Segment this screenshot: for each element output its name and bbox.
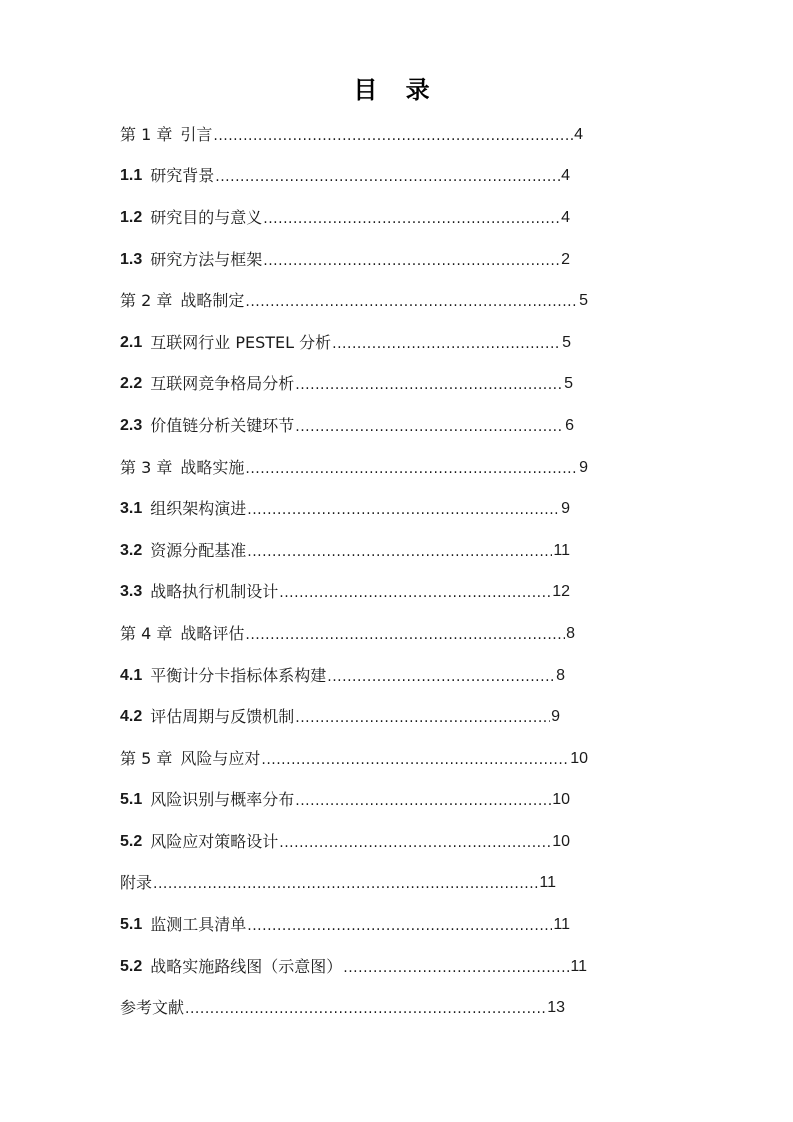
toc-entry[interactable] xyxy=(120,447,588,489)
toc-entry-label: 参考文献 xyxy=(120,998,185,1018)
toc-entry-label: 风险与应对 xyxy=(180,748,261,768)
toc-entry-label: 监测工具清单 xyxy=(150,915,247,935)
toc-entry-label: 附录 xyxy=(120,873,153,893)
toc-entry[interactable] xyxy=(120,114,583,156)
toc-entry-number: 3.3 xyxy=(120,583,143,601)
dot-leader xyxy=(295,791,551,811)
dot-leader xyxy=(295,708,550,728)
toc-entry[interactable] xyxy=(120,239,570,281)
toc-entry[interactable] xyxy=(120,405,574,447)
dot-leader xyxy=(247,916,552,936)
toc-entry-label: 战略实施 xyxy=(180,457,245,477)
toc-entry-page: 6 xyxy=(565,416,574,434)
dot-leader xyxy=(279,833,551,853)
dot-leader xyxy=(261,750,569,770)
toc-entry-label: 平衡计分卡指标体系构建 xyxy=(150,665,327,685)
toc-entry-number: 5.1 xyxy=(120,791,143,809)
dot-leader xyxy=(343,958,569,978)
toc-entry-number: 第 1 章 xyxy=(120,124,173,144)
toc-entry-page: 9 xyxy=(561,500,570,518)
toc-entry-page: 13 xyxy=(547,999,565,1017)
toc-entry-label: 战略制定 xyxy=(180,291,245,311)
toc-entry-label: 战略评估 xyxy=(180,623,245,643)
toc-entry-label: 风险识别与概率分布 xyxy=(150,790,295,810)
toc-entry-label: 研究背景 xyxy=(150,166,215,186)
table-of-contents xyxy=(120,114,600,1029)
toc-entry[interactable] xyxy=(120,364,573,406)
toc-entry-number: 1.1 xyxy=(120,167,143,185)
toc-entry-page: 11 xyxy=(539,874,556,892)
toc-entry-number: 1.3 xyxy=(120,250,143,268)
toc-entry-page: 8 xyxy=(566,624,575,642)
toc-entry-number: 1.2 xyxy=(120,208,143,226)
toc-entry-number: 5.2 xyxy=(120,832,143,850)
toc-entry-number: 5.1 xyxy=(120,916,143,934)
toc-entry[interactable] xyxy=(120,987,565,1029)
toc-entry-label: 组织架构演进 xyxy=(150,499,247,519)
toc-entry[interactable] xyxy=(120,572,570,614)
toc-entry[interactable] xyxy=(120,821,570,863)
toc-entry[interactable] xyxy=(120,613,575,655)
dot-leader xyxy=(153,874,538,894)
toc-entry-label: 战略执行机制设计 xyxy=(150,582,279,602)
toc-entry-number: 2.1 xyxy=(120,333,143,351)
dot-leader xyxy=(263,209,560,229)
toc-entry-page: 8 xyxy=(556,666,565,684)
dot-leader xyxy=(247,500,560,520)
toc-entry-label: 研究目的与意义 xyxy=(150,207,263,227)
toc-entry-page: 9 xyxy=(551,708,560,726)
toc-entry-label: 价值链分析关键环节 xyxy=(150,415,295,435)
dot-leader xyxy=(245,625,565,645)
toc-entry[interactable] xyxy=(120,655,565,697)
toc-entry-page: 9 xyxy=(579,458,588,476)
toc-entry-page: 10 xyxy=(552,832,570,850)
dot-leader xyxy=(279,583,551,603)
toc-entry-number: 第 4 章 xyxy=(120,623,173,643)
toc-entry-label: 风险应对策略设计 xyxy=(150,831,279,851)
dot-leader xyxy=(327,667,555,687)
toc-entry[interactable] xyxy=(120,156,570,198)
toc-entry-number: 2.2 xyxy=(120,375,143,393)
toc-entry-label: 研究方法与框架 xyxy=(150,249,263,269)
toc-entry-number: 2.3 xyxy=(120,416,143,434)
toc-entry[interactable] xyxy=(120,780,570,822)
toc-entry-page: 4 xyxy=(561,208,570,226)
toc-entry-page: 11 xyxy=(570,957,587,975)
toc-entry-page: 12 xyxy=(552,583,570,601)
toc-entry-label: 互联网行业 PESTEL 分析 xyxy=(150,332,332,352)
toc-entry-page: 5 xyxy=(564,375,573,393)
dot-leader xyxy=(185,999,546,1019)
dot-leader xyxy=(247,542,552,562)
toc-entry[interactable] xyxy=(120,904,570,946)
toc-entry-label: 引言 xyxy=(180,124,213,144)
dot-leader xyxy=(295,375,563,395)
toc-entry-number: 4.2 xyxy=(120,708,143,726)
toc-entry-label: 互联网竞争格局分析 xyxy=(150,374,295,394)
toc-entry[interactable] xyxy=(120,946,587,988)
toc-title: 目 录 xyxy=(353,76,440,104)
dot-leader xyxy=(213,126,573,146)
toc-entry[interactable] xyxy=(120,280,588,322)
dot-leader xyxy=(295,417,564,437)
dot-leader xyxy=(332,334,561,354)
toc-entry[interactable] xyxy=(120,197,570,239)
toc-entry-page: 11 xyxy=(553,541,570,559)
toc-entry-page: 11 xyxy=(553,916,570,934)
toc-entry-page: 4 xyxy=(574,125,583,143)
toc-entry-number: 5.2 xyxy=(120,957,143,975)
toc-entry-page: 5 xyxy=(562,333,571,351)
toc-entry[interactable] xyxy=(120,696,560,738)
toc-entry-page: 2 xyxy=(561,250,570,268)
toc-entry-number: 第 2 章 xyxy=(120,291,173,311)
toc-entry[interactable] xyxy=(120,322,571,364)
toc-entry-number: 3.1 xyxy=(120,500,143,518)
toc-entry-label: 资源分配基准 xyxy=(150,540,247,560)
dot-leader xyxy=(245,292,578,312)
dot-leader xyxy=(263,251,560,271)
toc-entry-number: 第 5 章 xyxy=(120,748,173,768)
toc-entry-page: 10 xyxy=(570,749,588,767)
toc-entry-page: 4 xyxy=(561,167,570,185)
toc-entry[interactable] xyxy=(120,530,570,572)
dot-leader xyxy=(215,167,560,187)
toc-entry-page: 10 xyxy=(552,791,570,809)
toc-entry[interactable] xyxy=(120,863,556,905)
dot-leader xyxy=(245,459,578,479)
toc-entry-number: 第 3 章 xyxy=(120,457,173,477)
toc-entry-label: 战略实施路线图（示意图） xyxy=(150,956,343,976)
toc-entry[interactable] xyxy=(120,738,588,780)
toc-entry-page: 5 xyxy=(579,292,588,310)
toc-entry-label: 评估周期与反馈机制 xyxy=(150,707,295,727)
toc-entry-number: 4.1 xyxy=(120,666,143,684)
toc-entry-number: 3.2 xyxy=(120,541,143,559)
toc-entry[interactable] xyxy=(120,488,570,530)
